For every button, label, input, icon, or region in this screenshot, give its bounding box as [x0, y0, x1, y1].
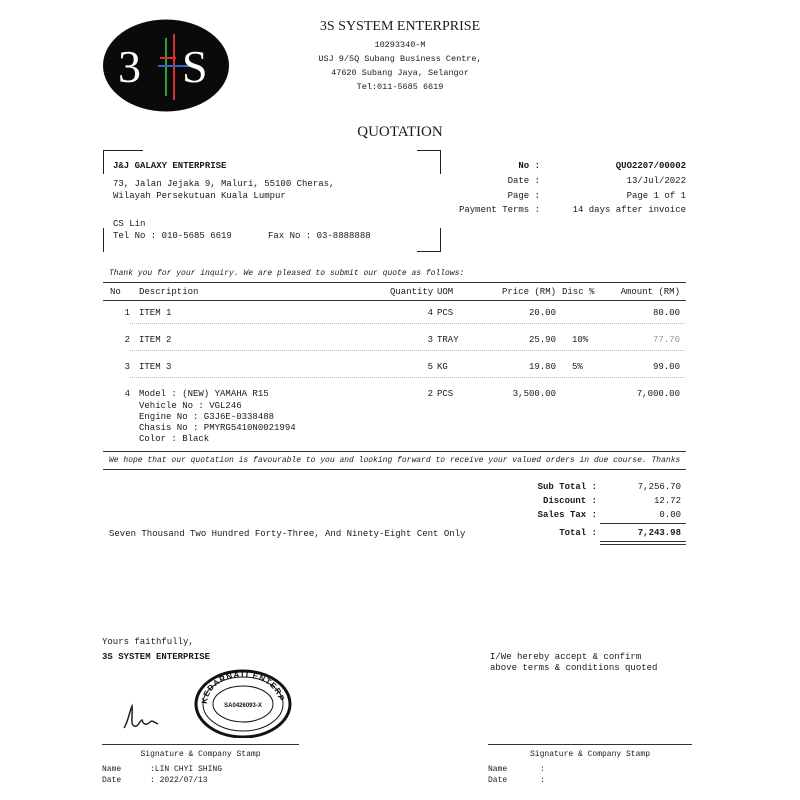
company-logo — [102, 18, 230, 113]
subtotal-value: 7,256.70 — [637, 482, 681, 492]
name-label: Name — [102, 765, 122, 774]
bracket-top-left — [103, 150, 143, 151]
row-2-no: 2 — [124, 335, 130, 345]
row-2-qty: 3 — [427, 335, 433, 345]
row-4-amount: 7,000.00 — [636, 389, 680, 399]
row-4-vehicle-no: Vehicle No : VGL246 — [139, 401, 242, 411]
accept-line-1: I/We hereby accept & confirm — [490, 652, 642, 662]
sales-tax-value: 0.00 — [659, 510, 681, 520]
right-signature-caption: Signature & Company Stamp — [529, 750, 651, 759]
page-label: Page : — [507, 191, 540, 201]
customer-box — [103, 150, 441, 252]
row-1-no: 1 — [124, 308, 130, 318]
amount-in-words: Seven Thousand Two Hundred Forty-Three, And Ninety-Eight Cent Only — [109, 529, 466, 539]
total-bottom-rule-2 — [600, 544, 686, 545]
row-3-uom: KG — [437, 362, 448, 372]
table-header-rule — [103, 300, 686, 301]
total-bottom-rule-1 — [600, 541, 686, 542]
yours-faithfully: Yours faithfully, — [102, 637, 194, 647]
header-uom: UOM — [437, 287, 454, 297]
company-stamp — [193, 668, 293, 738]
row-separator — [130, 350, 685, 351]
quote-date-label: Date : — [507, 176, 540, 186]
intro-text: Thank you for your inquiry. We are pleased to submit our quote as follows: — [109, 269, 465, 278]
customer-name: J&J GALAXY ENTERPRISE — [113, 161, 227, 171]
header-disc: Disc % — [562, 287, 595, 297]
logo-letter: S — [182, 41, 208, 92]
right-date-colon: : — [540, 776, 545, 785]
payment-terms-label: Payment Terms : — [458, 205, 540, 215]
quote-no-label: No : — [518, 161, 540, 171]
signoff-company: 3S SYSTEM ENTERPRISE — [102, 652, 211, 662]
row-2-uom: TRAY — [437, 335, 459, 345]
bracket-top-right — [417, 150, 441, 151]
header-price: Price (RM) — [501, 287, 556, 297]
sales-tax-label: Sales Tax : — [537, 510, 597, 520]
closing-text: We hope that our quotation is favourable to you and looking forward to receive your valued orders in due course. Thanks — [109, 456, 681, 465]
header-description: Description — [139, 287, 199, 297]
company-address-1: USJ 9/5Q Subang Business Centre, — [318, 54, 482, 64]
discount-value: 12.72 — [653, 496, 681, 506]
customer-tel: Tel No : 010-5685 6619 — [113, 231, 232, 241]
stamp-text: KEDARNATI ENTERP — [199, 669, 286, 705]
date-label: Date — [102, 776, 122, 785]
header-amount: Amount (RM) — [620, 287, 680, 297]
row-3-qty: 5 — [427, 362, 433, 372]
subtotal-label: Sub Total : — [537, 482, 597, 492]
document-title: QUOTATION — [357, 124, 443, 140]
customer-contact: CS Lin — [113, 219, 146, 229]
total-top-rule — [600, 523, 686, 524]
row-separator — [130, 323, 685, 324]
quote-date-value: 13/Jul/2022 — [626, 176, 686, 186]
company-reg-no: 10293340-M — [374, 40, 426, 50]
customer-address-2: Wilayah Persekutuan Kuala Lumpur — [113, 191, 286, 201]
row-1-amount: 80.00 — [652, 308, 680, 318]
name-value: :LIN CHYI SHING — [150, 765, 223, 774]
date-value: : 2022/07/13 — [150, 776, 208, 785]
bracket-bottom-right — [417, 251, 441, 252]
row-1-desc: ITEM 1 — [139, 308, 172, 318]
total-value: 7,243.98 — [637, 528, 681, 538]
row-2-amount: 77.70 — [652, 335, 680, 345]
row-2-desc: ITEM 2 — [139, 335, 172, 345]
row-3-desc: ITEM 3 — [139, 362, 172, 372]
accept-line-2: above terms & conditions quoted — [490, 663, 658, 673]
row-4-price: 3,500.00 — [512, 389, 556, 399]
total-label: Total : — [559, 528, 597, 538]
row-3-price: 19.80 — [528, 362, 556, 372]
left-signature-caption: Signature & Company Stamp — [140, 750, 261, 759]
company-address-2: 47620 Subang Jaya, Selangor — [331, 68, 469, 78]
row-2-price: 25.90 — [528, 335, 556, 345]
right-name-colon: : — [540, 765, 545, 774]
row-1-uom: PCS — [437, 308, 454, 318]
row-4-uom: PCS — [437, 389, 454, 399]
left-signature-line — [102, 744, 299, 745]
right-date-label: Date — [488, 776, 508, 785]
closing-rule — [103, 469, 686, 470]
header-no: No — [110, 287, 121, 297]
company-name: 3S SYSTEM ENTERPRISE — [319, 19, 481, 34]
row-1-qty: 4 — [427, 308, 433, 318]
quote-no-value: QUO2207/00002 — [615, 161, 686, 171]
signature-drawing — [118, 700, 162, 734]
row-4-qty: 2 — [427, 389, 433, 399]
row-4-chasis-no: Chasis No : PMYRG5410N0021994 — [139, 423, 296, 433]
stamp-reg-no: SA0426093-X — [224, 703, 262, 709]
discount-label: Discount : — [542, 496, 597, 506]
bracket-bottom-right-v — [440, 228, 441, 252]
header-quantity: Quantity — [390, 287, 434, 297]
row-1-price: 20.00 — [528, 308, 556, 318]
row-4-engine-no: Engine No : G3J6E-0338488 — [139, 412, 275, 422]
bracket-bottom-left — [103, 228, 104, 252]
right-signature-line — [488, 744, 692, 745]
company-details — [250, 38, 550, 94]
customer-fax: Fax No : 03-8888888 — [268, 231, 371, 241]
table-bottom-rule — [103, 451, 686, 452]
customer-address-1: 73, Jalan Jejaka 9, Maluri, 55100 Cheras, — [113, 179, 335, 189]
row-separator — [130, 377, 685, 378]
row-4-no: 4 — [124, 389, 130, 399]
row-4-color: Color : Black — [139, 434, 210, 444]
row-2-disc: 10% — [572, 335, 589, 345]
row-3-amount: 99.00 — [652, 362, 680, 372]
bracket-top-left-v — [103, 150, 104, 174]
logo-digit: 3 — [118, 41, 141, 92]
right-name-label: Name — [488, 765, 508, 774]
table-top-rule — [103, 282, 686, 283]
page-value: Page 1 of 1 — [626, 191, 686, 201]
row-3-disc: 5% — [572, 362, 583, 372]
row-3-no: 3 — [124, 362, 130, 372]
payment-terms-value: 14 days after invoice — [572, 205, 686, 215]
row-4-desc: Model : (NEW) YAMAHA R15 — [139, 389, 269, 399]
company-tel: Tel:011-5685 6619 — [356, 82, 444, 92]
